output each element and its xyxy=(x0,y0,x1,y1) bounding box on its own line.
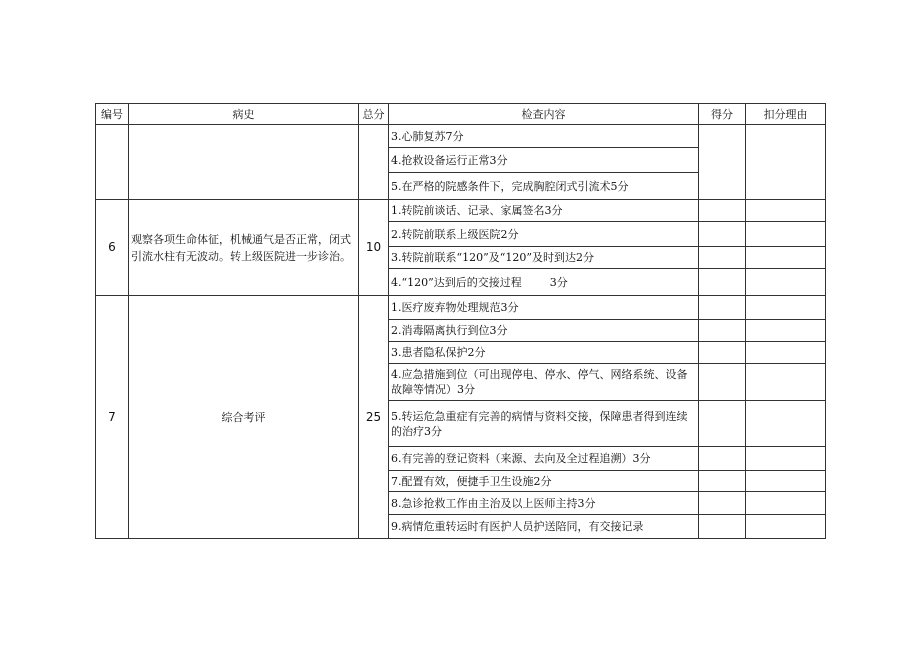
case7-item-7: 7.配置有效，便捷手卫生设施2分 xyxy=(389,471,699,492)
table-row xyxy=(96,296,826,320)
case6-item-4: 4.“120”达到后的交接过程 3分 xyxy=(389,269,699,296)
header-history: 病史 xyxy=(129,104,359,125)
header-score: 总分 xyxy=(359,104,389,125)
case6-got-4 xyxy=(699,269,746,296)
case6-reason-2 xyxy=(746,222,826,247)
case6-item-3: 3.转院前联系“120”及“120”及时到达2分 xyxy=(389,247,699,269)
case7-reason-9 xyxy=(746,515,826,539)
case7-got-8 xyxy=(699,492,746,515)
cont-item-5: 5.在严格的院感条件下，完成胸腔闭式引流术5分 xyxy=(389,173,699,200)
case7-got-2 xyxy=(699,320,746,342)
case7-item-8: 8.急诊抢救工作由主治及以上医师主持3分 xyxy=(389,492,699,515)
header-reason: 扣分理由 xyxy=(746,104,826,125)
case6-got-1 xyxy=(699,200,746,222)
case6-score: 10 xyxy=(359,200,389,296)
header-number: 编号 xyxy=(96,104,129,125)
cont-reason-cell xyxy=(746,125,826,200)
case7-reason-5 xyxy=(746,401,826,447)
case7-reason-7 xyxy=(746,471,826,492)
case6-got-3 xyxy=(699,247,746,269)
case7-reason-6 xyxy=(746,447,826,471)
header-got: 得分 xyxy=(699,104,746,125)
cont-item-3: 3.心肺复苏7分 xyxy=(389,125,699,148)
case6-reason-3 xyxy=(746,247,826,269)
case6-item-1: 1.转院前谈话、记录、家属签名3分 xyxy=(389,200,699,222)
cont-number-cell xyxy=(96,125,129,200)
case7-got-6 xyxy=(699,447,746,471)
case6-got-2 xyxy=(699,222,746,247)
table-row xyxy=(96,125,826,148)
header-row xyxy=(96,104,826,125)
case6-reason-4 xyxy=(746,269,826,296)
case7-item-1: 1.医疗废弃物处理规范3分 xyxy=(389,296,699,320)
case7-got-9 xyxy=(699,515,746,539)
case7-item-6: 6.有完善的登记资料（来源、去向及全过程追溯）3分 xyxy=(389,447,699,471)
case7-item-5: 5.转运危急重症有完善的病情与资料交接，保障患者得到连续的治疗3分 xyxy=(389,401,699,447)
case7-number: 7 xyxy=(96,296,129,539)
case7-score: 25 xyxy=(359,296,389,539)
case7-reason-4 xyxy=(746,364,826,401)
case7-got-7 xyxy=(699,471,746,492)
cont-item-4: 4.抢救设备运行正常3分 xyxy=(389,148,699,173)
case7-item-4: 4.应急措施到位（可出现停电、停水、停气、网络系统、设备故障等情况）3分 xyxy=(389,364,699,401)
case7-item-3: 3.患者隐私保护2分 xyxy=(389,342,699,364)
case7-got-1 xyxy=(699,296,746,320)
case7-history: 综合考评 xyxy=(129,296,359,539)
case7-reason-8 xyxy=(746,492,826,515)
case6-number: 6 xyxy=(96,200,129,296)
case7-item-2: 2.消毒隔离执行到位3分 xyxy=(389,320,699,342)
case7-reason-2 xyxy=(746,320,826,342)
cont-got-cell xyxy=(699,125,746,200)
case7-got-4 xyxy=(699,364,746,401)
table-row xyxy=(96,200,826,222)
case7-got-5 xyxy=(699,401,746,447)
cont-history-cell xyxy=(129,125,359,200)
case7-item-9: 9.病情危重转运时有医护人员护送陪同，有交接记录 xyxy=(389,515,699,539)
case6-item-2: 2.转院前联系上级医院2分 xyxy=(389,222,699,247)
case6-reason-1 xyxy=(746,200,826,222)
cont-score-cell xyxy=(359,125,389,200)
scoring-table xyxy=(95,103,826,539)
case7-reason-3 xyxy=(746,342,826,364)
header-content: 检查内容 xyxy=(389,104,699,125)
case6-history: 观察各项生命体征，机械通气是否正常，闭式引流水柱有无波动。转上级医院进一步诊治。 xyxy=(129,200,359,296)
case7-reason-1 xyxy=(746,296,826,320)
case7-got-3 xyxy=(699,342,746,364)
